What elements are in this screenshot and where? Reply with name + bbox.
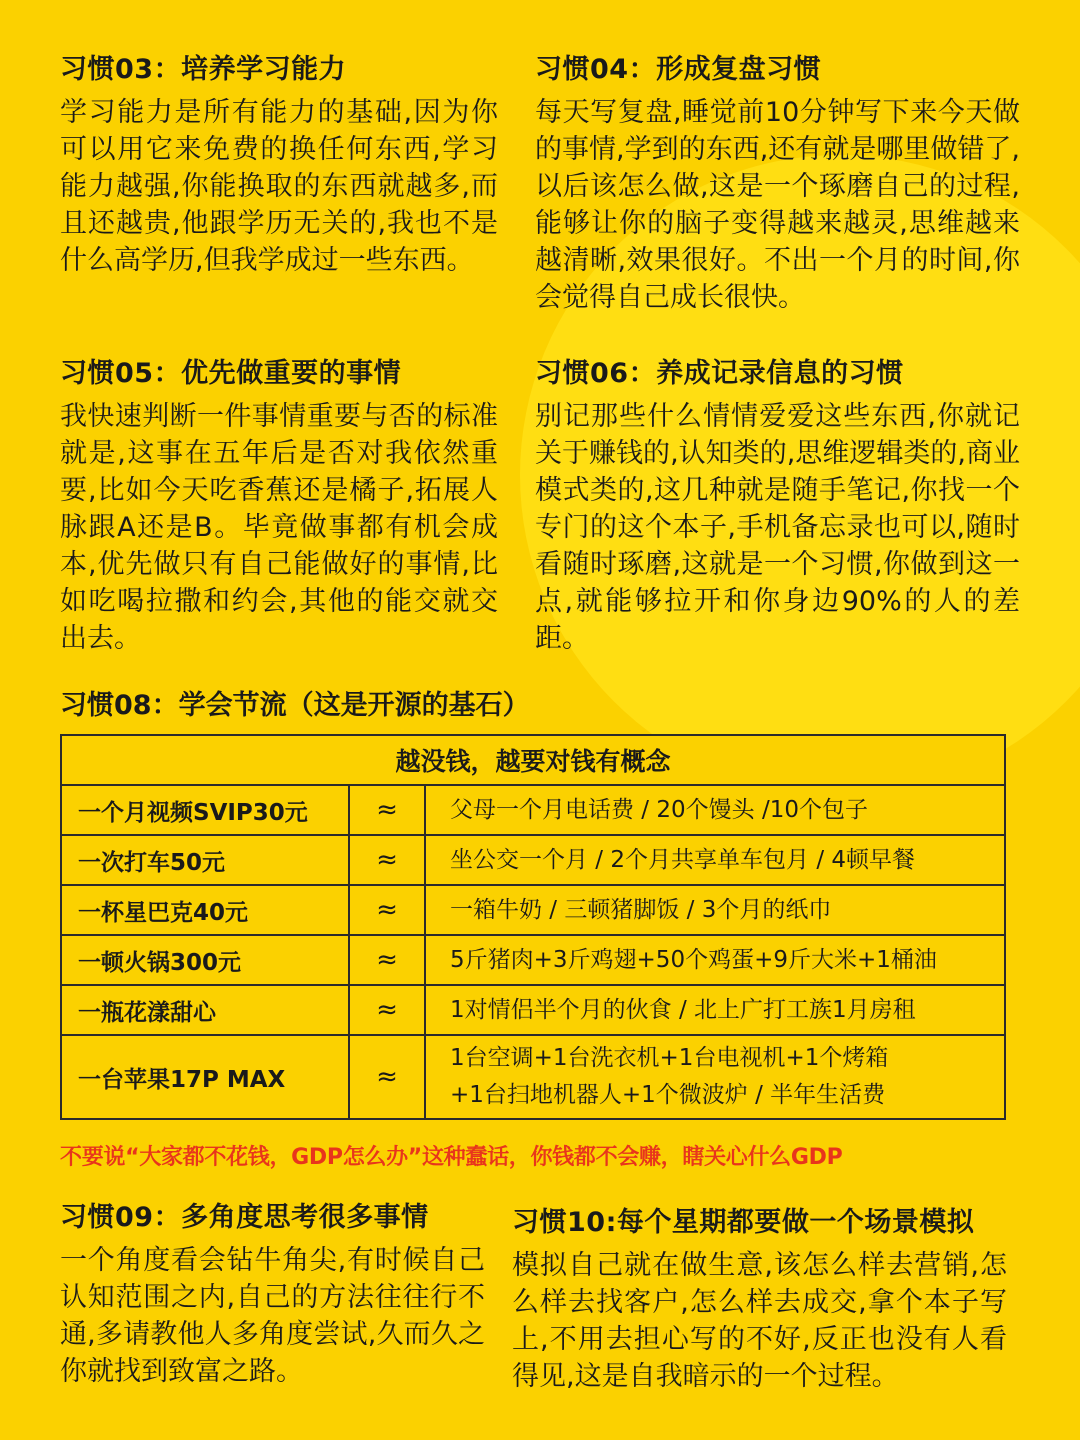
habit-09-section xyxy=(60,1200,485,1390)
approx-symbol: ≈ xyxy=(349,785,425,835)
approx-symbol: ≈ xyxy=(349,935,425,985)
habit-10-section xyxy=(512,1205,1007,1395)
habit-06-body: 别记那些什么情情爱爱这些东西,你就记关于赚钱的,认知类的,思维逻辑类的,商业模式类的,这几种就是随手笔记,你找一个专门的这个本子,手机备忘录也可以,随时看随时琢磨,这就是一个习惯,你做到这一点,就能够拉开和你身边90%的人的差距。 xyxy=(535,401,1020,654)
equivalent-line: 5斤猪肉+3斤鸡翅+50个鸡蛋+9斤大米+1桶油 xyxy=(450,946,937,973)
warning-note: 不要说“大家都不花钱，GDP怎么办”这种蠢话，你钱都不会赚，瞎关心什么GDP xyxy=(60,1145,843,1170)
habit-10-title: 习惯10:每个星期都要做一个场景模拟 xyxy=(512,1207,975,1238)
habit-09-title: 习惯09：多角度思考很多事情 xyxy=(60,1202,429,1233)
approx-symbol: ≈ xyxy=(349,985,425,1035)
expense-item: 一顿火锅300元 xyxy=(61,935,349,985)
habit-05-section xyxy=(60,356,498,657)
habit-03-title: 习惯03：培养学习能力 xyxy=(60,54,347,85)
expense-item: 一个月视频SVIP30元 xyxy=(61,785,349,835)
equivalent-line: 一箱牛奶 / 三顿猪脚饭 / 3个月的纸巾 xyxy=(450,896,832,923)
equivalent-line: 1台空调+1台洗衣机+1台电视机+1个烤箱 xyxy=(450,1045,889,1071)
equivalent-items xyxy=(425,785,1005,835)
habit-05-title: 习惯05：优先做重要的事情 xyxy=(60,358,402,389)
approx-symbol: ≈ xyxy=(349,835,425,885)
equivalent-items xyxy=(425,985,1005,1035)
approx-symbol: ≈ xyxy=(349,885,425,935)
equivalent-items xyxy=(425,835,1005,885)
expense-item: 一台苹果17P MAX xyxy=(61,1035,349,1119)
table-row xyxy=(61,1035,1005,1119)
habit-09-body: 一个角度看会钻牛角尖,有时候自己认知范围之内,自己的方法往往行不通,多请教他人多角度尝试,久而久之你就找到致富之路。 xyxy=(60,1245,485,1387)
equivalent-line: +1台扫地机器人+1个微波炉 / 半年生活费 xyxy=(450,1082,886,1108)
expense-item: 一次打车50元 xyxy=(61,835,349,885)
habit-03-body: 学习能力是所有能力的基础,因为你可以用它来免费的换任何东西,学习能力越强,你能换取的东西就越多,而且还越贵,他跟学历无关的,我也不是什么高学历,但我学成过一些东西。 xyxy=(60,97,498,276)
habit-06-title: 习惯06：养成记录信息的习惯 xyxy=(535,358,904,389)
habit-04-body: 每天写复盘,睡觉前10分钟写下来今天做的事情,学到的东西,还有就是哪里做错了,以后该怎么做,这是一个琢磨自己的过程,能够让你的脑子变得越来越灵,思维越来越清晰,效果很好。不出一个月的时间,你会觉得自己成长很快。 xyxy=(535,97,1020,313)
table-row xyxy=(61,985,1005,1035)
table-row xyxy=(61,835,1005,885)
equivalent-line: 父母一个月电话费 / 20个馒头 /10个包子 xyxy=(450,796,868,823)
equivalent-items xyxy=(425,1035,1005,1119)
table-row xyxy=(61,785,1005,835)
equivalent-items xyxy=(425,935,1005,985)
equivalent-items xyxy=(425,885,1005,935)
equivalent-line: 1对情侣半个月的伙食 / 北上广打工族1月房租 xyxy=(450,996,916,1023)
habit-05-body: 我快速判断一件事情重要与否的标准就是,这事在五年后是否对我依然重要,比如今天吃香蕉还是橘子,拓展人脉跟A还是B。毕竟做事都有机会成本,优先做只有自己能做好的事情,比如吃喝拉撒和约会,其他的能交就交出去。 xyxy=(60,401,498,654)
habit-06-section xyxy=(535,356,1020,657)
habit-10-body: 模拟自己就在做生意,该怎么样去营销,怎么样去找客户,怎么样去成交,拿个本子写上,不用去担心写的不好,反正也没有人看得见,这是自我暗示的一个过程。 xyxy=(512,1250,1007,1392)
money-comparison-table xyxy=(60,734,1006,1120)
habit-04-section xyxy=(535,52,1020,316)
table-header: 越没钱，越要对钱有概念 xyxy=(61,735,1005,785)
habit-04-title: 习惯04：形成复盘习惯 xyxy=(535,54,822,85)
table-row xyxy=(61,885,1005,935)
table-row xyxy=(61,935,1005,985)
approx-symbol: ≈ xyxy=(349,1035,425,1119)
habit-08-title: 习惯08：学会节流（这是开源的基石） xyxy=(60,690,530,721)
equivalent-line: 坐公交一个月 / 2个月共享单车包月 / 4顿早餐 xyxy=(450,846,916,873)
expense-item: 一瓶花漾甜心 xyxy=(61,985,349,1035)
habit-03-section xyxy=(60,52,498,279)
expense-item: 一杯星巴克40元 xyxy=(61,885,349,935)
